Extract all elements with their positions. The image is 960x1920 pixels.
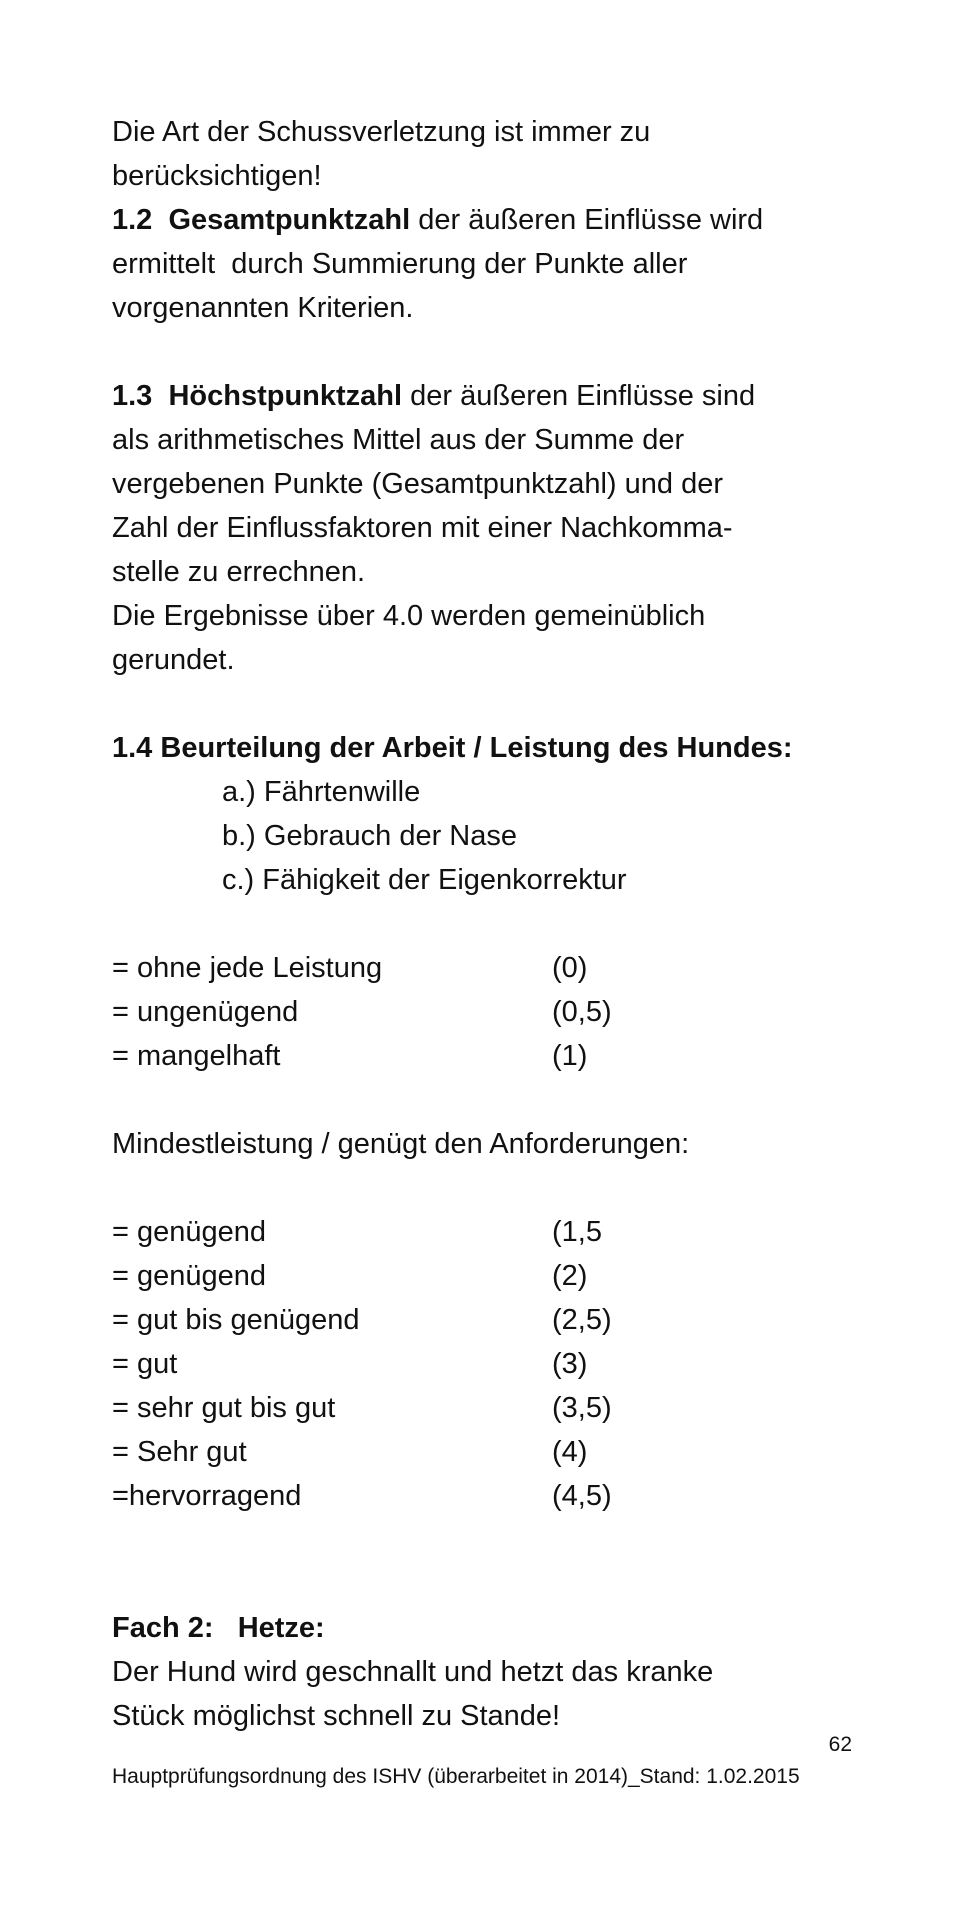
- section-1-3-number: 1.3: [112, 380, 153, 412]
- grade-row: [112, 1210, 852, 1254]
- grade-label: = sehr gut bis gut: [112, 1392, 336, 1424]
- grade-value: (4,5): [552, 1480, 612, 1512]
- section-1-3-term: Höchstpunktzahl: [168, 380, 403, 412]
- spacer: [112, 1078, 852, 1122]
- section-1-4-heading-text: 1.4 Beurteilung der Arbeit / Leistung des Hundes:: [112, 732, 793, 764]
- grade-value: (2): [552, 1260, 588, 1292]
- grade-label: = gut: [112, 1348, 178, 1380]
- criterion-item: c.) Fähigkeit der Eigenkorrektur: [222, 864, 627, 896]
- criterion-item: b.) Gebrauch der Nase: [222, 820, 517, 852]
- grade-value: (1,5: [552, 1216, 602, 1248]
- section-1-3-line-1: [112, 374, 852, 418]
- grade-row: [112, 1298, 852, 1342]
- spacer: [112, 330, 852, 374]
- grade-value: (2,5): [552, 1304, 612, 1336]
- grade-row: [112, 1386, 852, 1430]
- minimum-performance-text: Mindestleistung / genügt den Anforderungen:: [112, 1128, 690, 1160]
- page-footer: Hauptprüfungsordnung des ISHV (überarbeitet in 2014)_Stand: 1.02.2015: [112, 1765, 800, 1788]
- grade-label: = ohne jede Leistung: [112, 952, 383, 984]
- section-1-4-heading: [112, 726, 852, 770]
- section-1-2-number: 1.2: [112, 204, 153, 236]
- grade-label: =hervorragend: [112, 1480, 302, 1512]
- spacer: [112, 1518, 852, 1606]
- grade-value: (1): [552, 1040, 588, 1072]
- grade-row: [112, 1254, 852, 1298]
- grade-row: [112, 990, 852, 1034]
- fach-2-line-2: Stück möglichst schnell zu Stande!: [112, 1700, 561, 1732]
- grade-value: (3): [552, 1348, 588, 1380]
- grade-value: (3,5): [552, 1392, 612, 1424]
- spacer: [112, 902, 852, 946]
- grades-high-list: [112, 1210, 852, 1518]
- section-1-2-line-1: [112, 198, 852, 242]
- section-1-3-line-3: vergebenen Punkte (Gesamtpunktzahl) und der: [112, 468, 723, 500]
- document-body: [112, 110, 852, 1738]
- grade-label: = mangelhaft: [112, 1040, 281, 1072]
- fach-2-heading: [112, 1606, 852, 1650]
- grade-label: = genügend: [112, 1216, 267, 1248]
- section-1-3-line-6: Die Ergebnisse über 4.0 werden gemeinüblich: [112, 600, 706, 632]
- grade-row: [112, 1342, 852, 1386]
- grades-low-list: [112, 946, 852, 1078]
- grade-label: = ungenügend: [112, 996, 299, 1028]
- spacer: [112, 1166, 852, 1210]
- page-number: 62: [828, 1733, 852, 1756]
- section-1-2-line-2: ermittelt durch Summierung der Punkte aller: [112, 248, 688, 280]
- section-1-3-line-1-rest: der äußeren Einflüsse sind: [402, 380, 756, 412]
- fach-2-line-1: Der Hund wird geschnallt und hetzt das kranke: [112, 1656, 714, 1688]
- section-1-2-line-1-rest: der äußeren Einflüsse wird: [410, 204, 764, 236]
- grade-value: (0,5): [552, 996, 612, 1028]
- criterion-item: a.) Fährtenwille: [222, 776, 421, 808]
- grade-row: [112, 946, 852, 990]
- section-1-3-line-2: als arithmetisches Mittel aus der Summe der: [112, 424, 685, 456]
- grade-row: [112, 1430, 852, 1474]
- grade-row: [112, 1474, 852, 1518]
- grade-value: (0): [552, 952, 588, 984]
- section-1-3-line-5: stelle zu errechnen.: [112, 556, 366, 588]
- section-1-2-line-3: vorgenannten Kriterien.: [112, 292, 414, 324]
- section-1-2-term: Gesamtpunktzahl: [168, 204, 411, 236]
- spacer: [112, 682, 852, 726]
- grade-label: = gut bis genügend: [112, 1304, 360, 1336]
- grade-label: = genügend: [112, 1260, 267, 1292]
- grade-value: (4): [552, 1436, 588, 1468]
- section-1-3-line-4: Zahl der Einflussfaktoren mit einer Nachkomma-: [112, 512, 733, 544]
- section-1-3-line-7: gerundet.: [112, 644, 235, 676]
- fach-2-heading-text: Fach 2: Hetze:: [112, 1612, 325, 1644]
- intro-line-1: Die Art der Schussverletzung ist immer zu: [112, 116, 651, 148]
- intro-line-2: berücksichtigen!: [112, 160, 322, 192]
- grade-label: = Sehr gut: [112, 1436, 247, 1468]
- grade-row: [112, 1034, 852, 1078]
